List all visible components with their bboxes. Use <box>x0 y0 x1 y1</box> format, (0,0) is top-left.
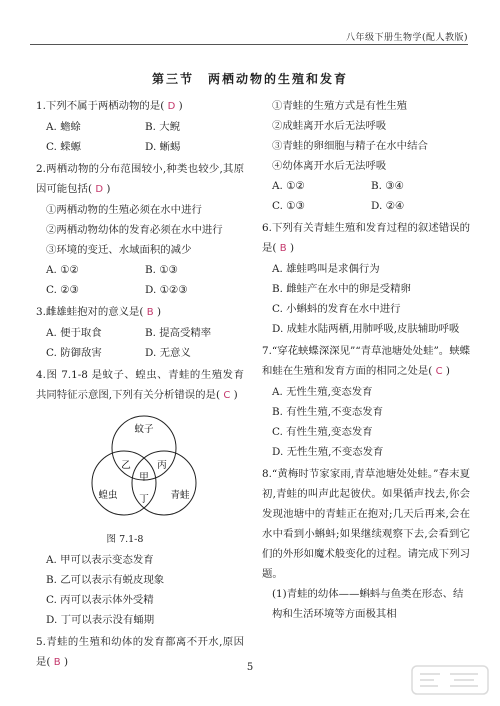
header-rule <box>30 44 468 45</box>
statement: ①两栖动物的生殖必须在水中进行 <box>46 204 202 216</box>
question-8 <box>262 464 470 624</box>
option: A. 雄蛙鸣叫是求偶行为 <box>272 263 380 275</box>
option: A. ①② <box>272 180 305 192</box>
option: C. 防御敌害 <box>46 347 102 359</box>
option: D. ①②③ <box>145 284 188 296</box>
option: A. 便于取食 <box>46 327 102 339</box>
option: D. 蜥蜴 <box>145 141 181 153</box>
option: C. ②③ <box>46 284 79 296</box>
section-title: 第三节 两栖动物的生殖和发育 <box>151 72 348 86</box>
question-stem: 4.图 7.1-8 是蚊子、蝗虫、青蛙的生殖发育共同特征示意图,下列有关分析错误的是( <box>36 369 244 401</box>
question-stem: 2.两栖动物的分布范围较小,种类也较少,其原因可能包括( <box>36 163 244 195</box>
paren-close: ) <box>156 306 162 318</box>
answer-mark: D <box>95 184 104 195</box>
question-7 <box>262 341 470 462</box>
paren-close: ) <box>289 242 295 254</box>
answer-mark: B <box>146 307 154 318</box>
option: D. 无意义 <box>145 347 191 359</box>
option: D. ②④ <box>371 200 405 212</box>
venn-label-left: 蝗虫 <box>98 490 118 501</box>
left-column <box>36 96 244 675</box>
option: B. ③④ <box>371 180 404 192</box>
watermark-logo <box>410 660 490 700</box>
venn-region-d: 丁 <box>139 494 149 505</box>
option: B. ①③ <box>145 264 178 276</box>
answer-mark: C <box>435 366 443 377</box>
option: B. 提高受精率 <box>145 327 212 339</box>
paren-close: ) <box>106 183 111 195</box>
question-stem: 3.雌雄蛙抱对的意义是( <box>36 306 144 318</box>
question-6 <box>262 218 470 339</box>
question-4 <box>36 365 244 630</box>
venn-region-b: 甲 <box>139 472 149 483</box>
option: C. 丙可以表示体外受精 <box>46 594 154 606</box>
answer-mark: B <box>53 657 61 668</box>
page-number: 5 <box>246 662 254 673</box>
answer-mark: C <box>223 390 231 401</box>
paren-close: ) <box>63 656 69 668</box>
venn-label-top: 蚊子 <box>134 424 154 435</box>
statement: ③环境的变迁、水域面积的减少 <box>46 244 192 256</box>
statement: ①青蛙的生殖方式是有性生殖 <box>272 100 408 112</box>
paren-close: ) <box>233 389 238 401</box>
sub-question: (1)青蛙的幼体——蝌蚪与鱼类在形态、结构和生活环境等方面极其相 <box>272 588 464 620</box>
question-stem: 1.下列不属于两栖动物的是( <box>36 100 165 112</box>
statement: ②两栖动物幼体的发育必须在水中进行 <box>46 224 223 236</box>
option: A. 无性生殖,变态发育 <box>272 386 373 398</box>
paren-close: ) <box>445 365 450 377</box>
statement: ②成蛙离开水后无法呼吸 <box>272 120 387 132</box>
question-3 <box>36 302 244 363</box>
answer-mark: B <box>279 243 287 254</box>
venn-region-a: 乙 <box>121 460 131 471</box>
option: C. 小蝌蚪的发育在水中进行 <box>272 303 401 315</box>
question-stem: 7.“穿花蛱蝶深深见”“青草池塘处处蛙”。蛱蝶和蛙在生殖和发育方面的相同之处是( <box>262 345 470 377</box>
venn-diagram <box>36 408 244 530</box>
question-1 <box>36 96 244 157</box>
option: C. ①③ <box>272 200 305 212</box>
question-stem: 6.下列有关青蛙生殖和发育过程的叙述错误的是( <box>262 222 470 254</box>
venn-svg <box>74 408 214 528</box>
figure-caption: 图 7.1-8 <box>106 534 144 545</box>
option: A. 甲可以表示变态发育 <box>46 554 154 566</box>
question-stem: 8.“黄梅时节家家雨,青草池塘处处蛙。”春末夏初,青蛙的叫声此起彼伏。如果循声找去,你会发现池塘中的青蛙正在抱对;几天后再来,会在水中看到小蝌蚪;如果继续观察下去,会看到它们的外形如魔术般变化的过程。请完成下列习题。 <box>262 468 470 580</box>
option: D. 成蛙水陆两栖,用肺呼吸,皮肤辅助呼吸 <box>272 323 460 335</box>
statement: ③青蛙的卵细胞与精子在水中结合 <box>272 140 428 152</box>
question-stem: 5.青蛙的生殖和幼体的发育都离不开水,原因是( <box>36 636 244 668</box>
right-column <box>262 96 470 626</box>
question-2 <box>36 159 244 300</box>
option: C. 有性生殖,变态发育 <box>272 426 373 438</box>
venn-label-right: 青蛙 <box>170 490 190 501</box>
option: B. 大鲵 <box>145 121 181 133</box>
option: C. 蝾螈 <box>46 141 81 153</box>
option: A. ①② <box>46 264 79 276</box>
option: D. 丁可以表示没有蛹期 <box>46 614 155 626</box>
option: A. 蟾蜍 <box>46 121 81 133</box>
venn-region-c: 丙 <box>157 460 167 471</box>
answer-mark: D <box>167 101 176 112</box>
page-header: 八年级下册生物学(配人教版) <box>345 33 468 43</box>
question-5-continued <box>262 96 470 216</box>
paren-close: ) <box>178 100 183 112</box>
option: D. 无性生殖,不变态发育 <box>272 446 384 458</box>
option: B. 乙可以表示有蜕皮现象 <box>46 574 165 586</box>
option: B. 有性生殖,不变态发育 <box>272 406 384 418</box>
option: B. 雌蛙产在水中的卵是受精卵 <box>272 283 411 295</box>
statement: ④幼体离开水后无法呼吸 <box>272 160 387 172</box>
